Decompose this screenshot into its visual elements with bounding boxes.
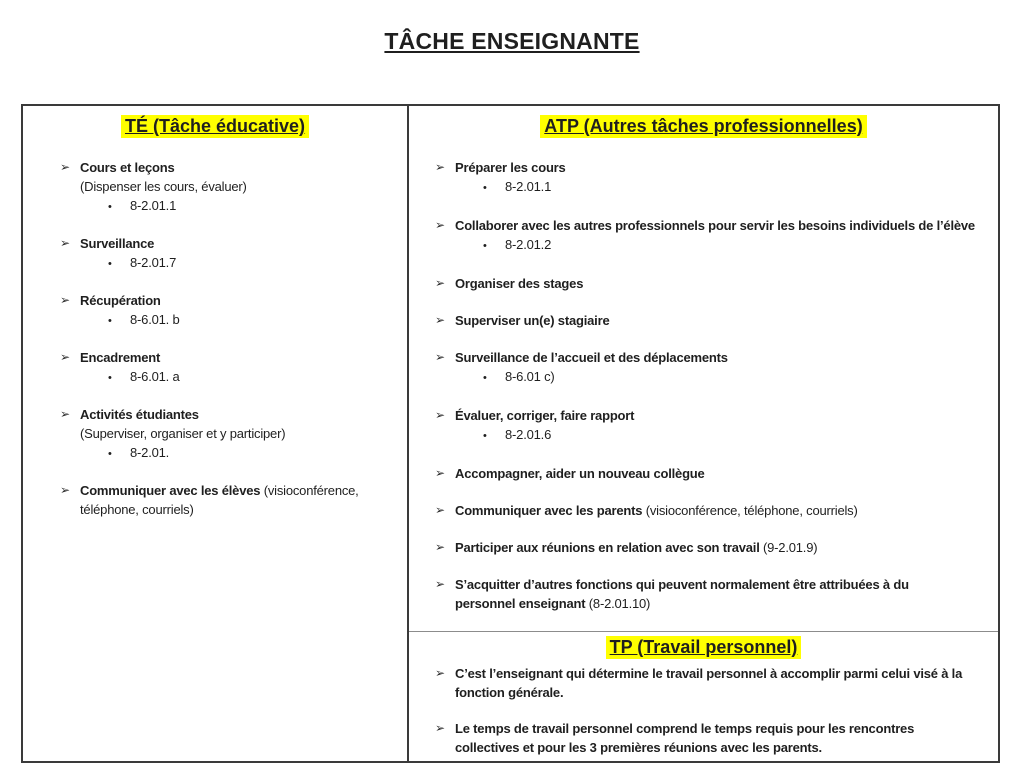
- item-suffix: (9-2.01.9): [759, 540, 818, 555]
- item-description: (Superviser, organiser et y participer): [80, 426, 286, 441]
- arrow-bullet-icon: ➢: [60, 407, 71, 421]
- list-item: [60, 158, 387, 217]
- list-item: [435, 719, 990, 757]
- item-reference: 8-2.01.2: [505, 237, 552, 252]
- item-title-line-2: [455, 738, 914, 757]
- arrow-bullet-icon: ➢: [435, 160, 446, 174]
- arrow-bullet-icon: ➢: [60, 350, 71, 364]
- item-text: [455, 216, 975, 256]
- arrow-bullet-icon: ➢: [435, 350, 446, 364]
- arrow-bullet-icon: ➢: [60, 236, 71, 250]
- list-item: [435, 274, 990, 293]
- item-title: Communiquer avec les parents: [455, 503, 643, 518]
- arrow-bullet-icon: ➢: [60, 160, 71, 174]
- item-title: Surveillance: [80, 236, 155, 251]
- item-text: [455, 158, 566, 198]
- tp-header: TP (Travail personnel): [606, 636, 802, 659]
- item-reference: 8-2.01.1: [130, 198, 177, 213]
- section-tp: [409, 632, 998, 773]
- item-suffix: (visioconférence, téléphone, courriels): [80, 483, 359, 517]
- te-item-list: [23, 158, 407, 519]
- item-title-line: [80, 348, 180, 367]
- arrow-bullet-icon: ➢: [435, 721, 446, 735]
- list-item: [60, 291, 387, 331]
- item-reference: 8-6.01. a: [130, 369, 180, 384]
- te-header-row: [23, 115, 407, 138]
- list-item: [435, 538, 990, 557]
- tp-header-row: [409, 636, 998, 659]
- item-title-line: [455, 538, 817, 557]
- dot-bullet-icon: •: [108, 315, 112, 327]
- item-title: Évaluer, corriger, faire rapport: [455, 408, 635, 423]
- item-description: (Dispenser les cours, évaluer): [80, 179, 247, 194]
- item-title: S’acquitter d’autres fonctions qui peuvent normalement être attribuées à du: [455, 577, 909, 592]
- item-title-line-2: [455, 594, 909, 613]
- item-reference-line: [483, 425, 634, 446]
- item-text: [80, 481, 387, 519]
- item-title-line: [80, 405, 285, 424]
- item-title-line: [455, 501, 858, 520]
- te-header: TÉ (Tâche éducative): [121, 115, 309, 138]
- list-item: [435, 575, 990, 613]
- item-title: Le temps de travail personnel comprend le temps requis pour les rencontres: [455, 721, 915, 736]
- item-title: Encadrement: [80, 350, 161, 365]
- dot-bullet-icon: •: [108, 372, 112, 384]
- item-title: Communiquer avec les élèves: [80, 483, 261, 498]
- item-title-line-2: [455, 683, 962, 702]
- dot-bullet-icon: •: [108, 258, 112, 270]
- item-title-line: [455, 216, 975, 235]
- arrow-bullet-icon: ➢: [60, 293, 71, 307]
- item-title-line: [455, 719, 914, 738]
- dot-bullet-icon: •: [483, 430, 487, 442]
- atp-header-row: [409, 115, 998, 138]
- item-title-line: [455, 664, 962, 683]
- item-title-line: [455, 311, 609, 330]
- item-title-line: [455, 274, 583, 293]
- item-title-line: [80, 481, 387, 519]
- item-title-line: [80, 291, 180, 310]
- page-title: TÂCHE ENSEIGNANTE: [384, 28, 640, 54]
- item-suffix: (visioconférence, téléphone, courriels): [642, 503, 858, 518]
- item-title-line: [455, 158, 566, 177]
- item-reference: 8-2.01.: [130, 445, 170, 460]
- arrow-bullet-icon: ➢: [435, 503, 446, 517]
- item-title: Superviser un(e) stagiaire: [455, 313, 610, 328]
- item-text: [455, 719, 914, 757]
- list-item: [435, 664, 990, 702]
- arrow-bullet-icon: ➢: [435, 540, 446, 554]
- dot-bullet-icon: •: [483, 372, 487, 384]
- list-item: [435, 501, 990, 520]
- list-item: [60, 405, 387, 464]
- item-text: [455, 575, 909, 613]
- list-item: [60, 348, 387, 388]
- list-item: [435, 311, 990, 330]
- item-reference-line: [108, 253, 176, 274]
- item-reference-line: [108, 196, 247, 217]
- arrow-bullet-icon: ➢: [435, 313, 446, 327]
- item-reference: 8-2.01.1: [505, 179, 552, 194]
- item-title-line: [455, 406, 634, 425]
- item-reference-line: [108, 443, 285, 464]
- item-title-line: [455, 464, 705, 483]
- arrow-bullet-icon: ➢: [60, 483, 71, 497]
- task-table: [21, 104, 1000, 763]
- item-text: [455, 348, 728, 388]
- item-title: Participer aux réunions en relation avec son travail: [455, 540, 760, 555]
- item-title-line: [80, 234, 176, 253]
- column-right: [409, 106, 998, 761]
- item-title: Organiser des stages: [455, 276, 584, 291]
- item-title: C’est l’enseignant qui détermine le travail personnel à accomplir parmi celui visé à la: [455, 666, 963, 681]
- list-item: [435, 216, 990, 256]
- item-title-line: [455, 575, 909, 594]
- item-reference-line: [108, 367, 180, 388]
- item-title: Activités étudiantes: [80, 407, 199, 422]
- dot-bullet-icon: •: [483, 182, 487, 194]
- item-suffix: (8-2.01.10): [585, 596, 651, 611]
- item-title-line: [80, 158, 247, 177]
- item-title: Accompagner, aider un nouveau collègue: [455, 466, 705, 481]
- item-text: [455, 501, 858, 520]
- item-text: [80, 158, 247, 217]
- item-title-continued: personnel enseignant: [455, 596, 586, 611]
- item-text: [455, 311, 609, 330]
- atp-header: ATP (Autres tâches professionnelles): [540, 115, 866, 138]
- arrow-bullet-icon: ➢: [435, 577, 446, 591]
- item-text: [455, 664, 962, 702]
- item-text: [455, 538, 817, 557]
- column-te: [23, 106, 409, 761]
- item-title: Surveillance de l’accueil et des déplacements: [455, 350, 728, 365]
- list-item: [435, 158, 990, 198]
- item-title-line: [455, 348, 728, 367]
- item-title: Collaborer avec les autres professionnels pour servir les besoins individuels de l’élève: [455, 218, 975, 233]
- item-reference-line: [108, 310, 180, 331]
- dot-bullet-icon: •: [108, 201, 112, 213]
- item-title-continued: fonction générale.: [455, 685, 564, 700]
- item-reference: 8-6.01. b: [130, 312, 180, 327]
- item-reference: 8-2.01.6: [505, 427, 552, 442]
- item-text: [80, 348, 180, 388]
- item-text: [80, 291, 180, 331]
- item-title: Récupération: [80, 293, 161, 308]
- item-reference-line: [483, 367, 728, 388]
- list-item: [435, 348, 990, 388]
- arrow-bullet-icon: ➢: [435, 408, 446, 422]
- dot-bullet-icon: •: [483, 240, 487, 252]
- list-item: [435, 406, 990, 446]
- item-text: [455, 406, 634, 446]
- item-text: [80, 234, 176, 274]
- item-reference: 8-2.01.7: [130, 255, 177, 270]
- item-reference-line: [483, 177, 566, 198]
- item-reference-line: [483, 235, 975, 256]
- item-text: [80, 405, 285, 464]
- item-reference: 8-6.01 c): [505, 369, 555, 384]
- item-text: [455, 464, 705, 483]
- list-item: [60, 234, 387, 274]
- item-title: Préparer les cours: [455, 160, 566, 175]
- arrow-bullet-icon: ➢: [435, 276, 446, 290]
- arrow-bullet-icon: ➢: [435, 666, 446, 680]
- section-atp: [409, 106, 998, 632]
- dot-bullet-icon: •: [108, 448, 112, 460]
- list-item: [60, 481, 387, 519]
- item-title: Cours et leçons: [80, 160, 175, 175]
- item-title-continued: collectives et pour les 3 premières réunions avec les parents.: [455, 740, 822, 755]
- arrow-bullet-icon: ➢: [435, 218, 446, 232]
- atp-item-list: [409, 158, 998, 613]
- list-item: [435, 464, 990, 483]
- item-text: [455, 274, 583, 293]
- tp-item-list: [409, 664, 998, 757]
- arrow-bullet-icon: ➢: [435, 466, 446, 480]
